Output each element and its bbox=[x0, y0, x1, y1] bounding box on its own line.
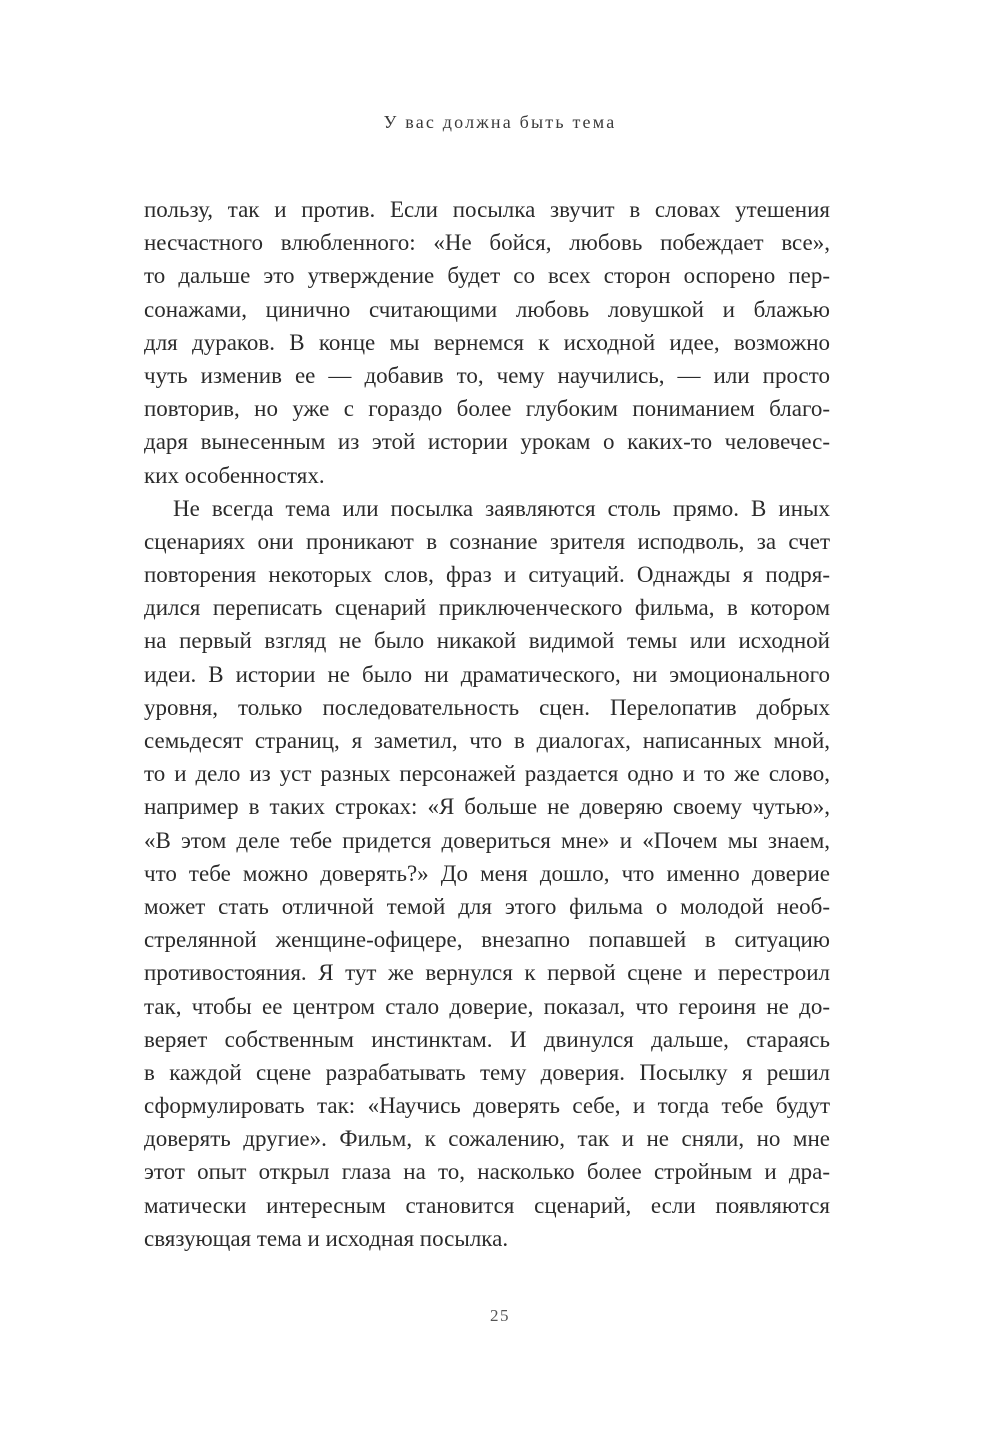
text-line: сформулировать так: «Научись доверять себе, и тогда тебе будут bbox=[144, 1093, 830, 1119]
text-line: то и дело из уст разных персонажей раздается одно и то же слово, bbox=[144, 761, 830, 787]
text-line: этот опыт открыл глаза на то, насколько более стройным и дра- bbox=[144, 1159, 830, 1185]
text-line: связующая тема и исходная посылка. bbox=[144, 1225, 509, 1251]
text-line: стрелянной женщине-офицере, внезапно попавшей в ситуацию bbox=[144, 927, 830, 953]
text-line: сонажами, цинично считающими любовь ловушкой и блажью bbox=[144, 296, 830, 322]
text-line: ких особенностях. bbox=[144, 462, 325, 488]
paragraph bbox=[144, 193, 830, 492]
text-line: например в таких строках: «Я больше не доверяю своему чутью», bbox=[144, 794, 830, 820]
text-line: доверять другие». Фильм, к сожалению, так и не сняли, но мне bbox=[144, 1126, 830, 1152]
text-line: даря вынесенным из этой истории урокам о каких-то человечес- bbox=[144, 429, 830, 455]
text-line: то дальше это утверждение будет со всех сторон оспорено пер- bbox=[144, 263, 830, 289]
text-line: может стать отличной темой для этого фильма о молодой необ- bbox=[144, 893, 830, 919]
text-line: веряет собственным инстинктам. И двинулся дальше, стараясь bbox=[144, 1026, 830, 1052]
text-line: пользу, так и против. Если посылка звучит в словах утешения bbox=[144, 197, 830, 222]
text-line: сценариях они проникают в сознание зрителя исподволь, за счет bbox=[144, 528, 830, 554]
text-line: повторения некоторых слов, фраз и ситуаций. Однажды я подря- bbox=[144, 562, 830, 588]
text-line: уровня, только последовательность сцен. Перелопатив добрых bbox=[144, 694, 830, 720]
text-line: «В этом деле тебе придется довериться мне» и «Почем мы знаем, bbox=[144, 827, 830, 853]
text-line: Не всегда тема или посылка заявляются столь прямо. В иных bbox=[173, 495, 830, 521]
text-line: чуть изменив ее — добавив то, чему научились, — или просто bbox=[144, 362, 830, 388]
body-text bbox=[144, 193, 830, 1255]
text-line: идеи. В истории не было ни драматического, ни эмоционального bbox=[144, 661, 830, 687]
running-head: У вас должна быть тема bbox=[383, 112, 617, 132]
text-line: что тебе можно доверять?» До меня дошло, что именно доверие bbox=[144, 860, 830, 886]
text-line: для дураков. В конце мы вернемся к исходной идее, возможно bbox=[144, 329, 830, 355]
text-line: так, чтобы ее центром стало доверие, показал, что героиня не до- bbox=[144, 993, 830, 1019]
paragraph bbox=[144, 492, 830, 1255]
text-line: противостояния. Я тут же вернулся к первой сцене и перестроил bbox=[144, 960, 830, 986]
page-number: 25 bbox=[490, 1306, 510, 1325]
text-line: семьдесят страниц, я заметил, что в диалогах, написанных мной, bbox=[144, 728, 830, 753]
text-line: дился переписать сценарий приключенческого фильма, в котором bbox=[144, 595, 830, 621]
text-line: несчастного влюбленного: «Не бойся, любовь побеждает все», bbox=[144, 230, 830, 256]
text-line: повторив, но уже с гораздо более глубоким пониманием благо- bbox=[144, 396, 830, 422]
text-line: матически интересным становится сценарий, если появляются bbox=[144, 1192, 830, 1218]
text-line: в каждой сцене разрабатывать тему доверия. Посылку я решил bbox=[144, 1059, 830, 1085]
text-line: на первый взгляд не было никакой видимой темы или исходной bbox=[144, 628, 830, 654]
